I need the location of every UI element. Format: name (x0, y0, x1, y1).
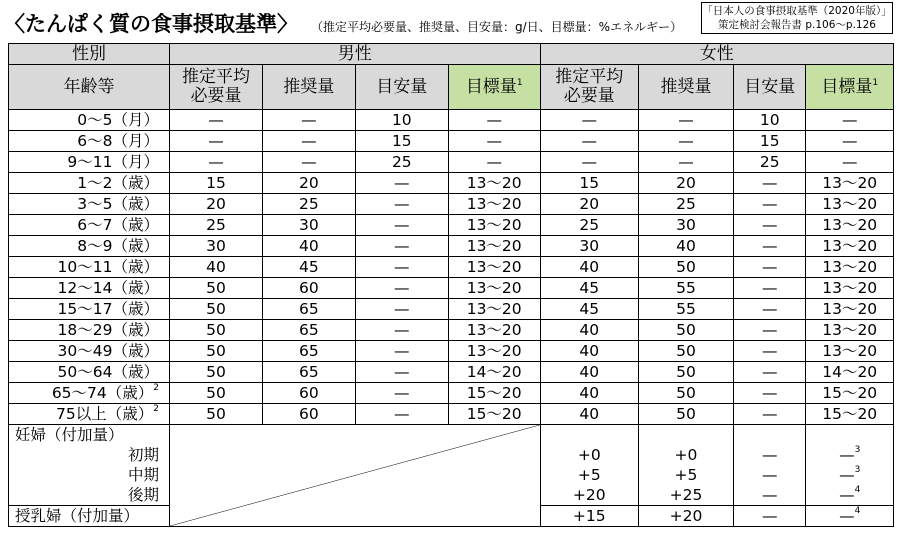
female-dg-cell: 13～20 (806, 341, 894, 362)
female-dg-header: 目標量$^1$ (806, 65, 894, 110)
male-ai-cell: — (355, 320, 448, 341)
source-line-1: 「日本人の食事摂取基準（2020年版）」 (702, 5, 892, 17)
female-rda-cell: 50 (638, 362, 733, 383)
female-rda-header: 推奨量 (638, 65, 733, 110)
age-cell: 10～11（歳） (9, 257, 170, 278)
male-rda-header: 推奨量 (262, 65, 355, 110)
table-row (9, 131, 894, 152)
male-ai-cell: — (355, 194, 448, 215)
male-ear-cell: 50 (170, 383, 263, 404)
male-ai-cell: 10 (355, 110, 448, 131)
female-dg-cell: 14～20 (806, 362, 894, 383)
female-dg-cell: —$^4$ (806, 506, 894, 527)
female-dg-cell: —$^3$ (806, 445, 894, 465)
male-rda-cell: — (262, 131, 355, 152)
table-row (9, 362, 894, 383)
male-dg-cell: 13～20 (448, 320, 540, 341)
male-ear-cell: 50 (170, 278, 263, 299)
female-ear-cell: +15 (540, 506, 638, 527)
male-rda-cell: 65 (262, 299, 355, 320)
age-cell: 65～74（歳）$^2$ (9, 383, 170, 404)
female-dg-cell: 13～20 (806, 257, 894, 278)
age-cell: 18～29（歳） (9, 320, 170, 341)
male-ai-cell: — (355, 362, 448, 383)
lactating-label: 授乳婦（付加量） (9, 506, 170, 527)
female-ear-cell: +0 (540, 445, 638, 465)
female-ear-cell: — (540, 152, 638, 173)
source-line-2: 策定検討会報告書 p.106～p.126 (718, 19, 876, 31)
female-ai-cell: — (734, 383, 806, 404)
female-rda-cell: 50 (638, 257, 733, 278)
female-ear-header: 推定平均 必要量 (540, 65, 638, 110)
age-cell: 30～49（歳） (9, 341, 170, 362)
female-rda-cell: — (638, 131, 733, 152)
age-cell: 15～17（歳） (9, 299, 170, 320)
female-dg-cell: — (806, 131, 894, 152)
male-ai-cell: — (355, 383, 448, 404)
male-ai-cell: — (355, 299, 448, 320)
male-ear-cell: 50 (170, 341, 263, 362)
male-ai-cell: — (355, 341, 448, 362)
age-cell: 8～9（歳） (9, 236, 170, 257)
pregnant-label-row (9, 425, 894, 446)
female-ear-cell: +20 (540, 485, 638, 506)
age-cell: 50～64（歳） (9, 362, 170, 383)
female-rda-cell: 50 (638, 341, 733, 362)
male-rda-cell: 60 (262, 278, 355, 299)
age-cell: 3～5（歳） (9, 194, 170, 215)
table-row (9, 215, 894, 236)
female-ear-cell: 40 (540, 257, 638, 278)
header-row-sex (9, 44, 894, 65)
male-dg-cell: — (448, 152, 540, 173)
male-ai-cell: — (355, 278, 448, 299)
male-rda-cell: — (262, 110, 355, 131)
female-dg-cell: 13～20 (806, 236, 894, 257)
female-rda-cell: 55 (638, 278, 733, 299)
male-rda-cell: 65 (262, 320, 355, 341)
male-rda-cell: 25 (262, 194, 355, 215)
male-ai-cell: — (355, 215, 448, 236)
female-ai-cell: — (734, 465, 806, 485)
male-ai-cell: — (355, 257, 448, 278)
female-rda-cell: 50 (638, 404, 733, 425)
female-ai-cell: 15 (734, 131, 806, 152)
female-ear-cell: 40 (540, 404, 638, 425)
female-dg-cell: —$^3$ (806, 465, 894, 485)
age-cell: 75以上（歳）$^2$ (9, 404, 170, 425)
male-header: 男性 (170, 44, 541, 65)
female-dg-cell: 13～20 (806, 215, 894, 236)
female-ear-cell: 40 (540, 362, 638, 383)
age-cell: 9～11（月） (9, 152, 170, 173)
female-ai-header: 目安量 (734, 65, 806, 110)
table-row (9, 173, 894, 194)
female-ai-cell: 25 (734, 152, 806, 173)
male-rda-cell: 65 (262, 341, 355, 362)
male-dg-cell: 13～20 (448, 341, 540, 362)
age-header: 年齢等 (9, 65, 170, 110)
female-ear-cell: — (540, 131, 638, 152)
period-late-label: 後期 (9, 485, 170, 506)
age-cell: 6～8（月） (9, 131, 170, 152)
table-row (9, 110, 894, 131)
male-ear-header: 推定平均 必要量 (170, 65, 263, 110)
female-ai-cell: — (734, 278, 806, 299)
male-ai-cell: 25 (355, 152, 448, 173)
male-rda-cell: 65 (262, 362, 355, 383)
table-row (9, 383, 894, 404)
table-row (9, 236, 894, 257)
female-ear-cell: +5 (540, 465, 638, 485)
male-rda-cell: 45 (262, 257, 355, 278)
female-ai-cell: 10 (734, 110, 806, 131)
female-ai-cell: — (734, 194, 806, 215)
female-dg-cell: 13～20 (806, 320, 894, 341)
male-ear-cell: 50 (170, 299, 263, 320)
female-header: 女性 (540, 44, 893, 65)
female-rda-cell: — (638, 152, 733, 173)
page-title: 〈たんぱく質の食事摂取基準〉 (4, 12, 298, 36)
female-dg-cell: 13～20 (806, 278, 894, 299)
female-ear-cell: — (540, 110, 638, 131)
male-ear-cell: — (170, 131, 263, 152)
female-dg-cell: — (806, 152, 894, 173)
table-row (9, 320, 894, 341)
male-dg-cell: 13～20 (448, 278, 540, 299)
female-dg-cell: 15～20 (806, 383, 894, 404)
female-ear-cell: 45 (540, 299, 638, 320)
male-dg-cell: 13～20 (448, 194, 540, 215)
female-ear-cell: 45 (540, 278, 638, 299)
male-dg-cell: 13～20 (448, 236, 540, 257)
female-rda-cell: 55 (638, 299, 733, 320)
table-row (9, 257, 894, 278)
period-early-label: 初期 (9, 445, 170, 465)
female-ai-cell: — (734, 341, 806, 362)
period-mid-label: 中期 (9, 465, 170, 485)
female-rda-cell: 50 (638, 383, 733, 404)
table-row (9, 404, 894, 425)
pregnant-label: 妊婦（付加量） (9, 425, 170, 446)
female-dg-cell: 13～20 (806, 299, 894, 320)
diagonal-line (170, 425, 540, 526)
table-row (9, 278, 894, 299)
male-dg-header: 目標量$^1$ (448, 65, 540, 110)
male-ear-cell: 50 (170, 404, 263, 425)
female-ear-cell: 25 (540, 215, 638, 236)
male-ear-cell: 30 (170, 236, 263, 257)
male-dg-cell: — (448, 110, 540, 131)
female-dg-cell: 13～20 (806, 194, 894, 215)
female-ai-cell: — (734, 236, 806, 257)
male-ai-cell: — (355, 173, 448, 194)
male-ear-cell: — (170, 152, 263, 173)
female-rda-cell: 25 (638, 194, 733, 215)
female-dg-cell: — (806, 110, 894, 131)
female-rda-cell: 20 (638, 173, 733, 194)
female-rda-cell: 40 (638, 236, 733, 257)
female-rda-cell: 30 (638, 215, 733, 236)
table-row (9, 194, 894, 215)
female-ear-cell: 40 (540, 383, 638, 404)
female-dg-cell: 13～20 (806, 173, 894, 194)
male-rda-cell: 30 (262, 215, 355, 236)
age-cell: 6～7（歳） (9, 215, 170, 236)
male-dg-cell: — (448, 131, 540, 152)
male-ai-cell: 15 (355, 131, 448, 152)
female-ai-cell: — (734, 215, 806, 236)
male-dg-cell: 13～20 (448, 173, 540, 194)
table-row (9, 152, 894, 173)
male-ear-cell: 50 (170, 362, 263, 383)
table-row (9, 341, 894, 362)
male-not-applicable (170, 425, 541, 527)
table-row (9, 299, 894, 320)
female-ear-cell: 15 (540, 173, 638, 194)
source-box (701, 2, 893, 34)
male-dg-cell: 14～20 (448, 362, 540, 383)
male-ear-cell: 20 (170, 194, 263, 215)
female-ai-cell: — (734, 173, 806, 194)
male-dg-cell: 15～20 (448, 383, 540, 404)
male-rda-cell: 60 (262, 404, 355, 425)
male-ai-cell: — (355, 404, 448, 425)
female-ai-cell: — (734, 506, 806, 527)
male-dg-cell: 13～20 (448, 257, 540, 278)
male-rda-cell: 40 (262, 236, 355, 257)
female-ai-cell: — (734, 257, 806, 278)
female-ai-cell: — (734, 404, 806, 425)
header-row-measures (9, 65, 894, 110)
protein-intake-table (8, 43, 894, 527)
female-ear-cell: 40 (540, 341, 638, 362)
male-dg-cell: 15～20 (448, 404, 540, 425)
age-cell: 12～14（歳） (9, 278, 170, 299)
male-ear-cell: 50 (170, 320, 263, 341)
male-ai-cell: — (355, 236, 448, 257)
female-rda-cell: +25 (638, 485, 733, 506)
female-ai-cell: — (734, 485, 806, 506)
female-rda-cell: — (638, 110, 733, 131)
male-dg-cell: 13～20 (448, 215, 540, 236)
sex-header: 性別 (9, 44, 170, 65)
male-rda-cell: 60 (262, 383, 355, 404)
male-rda-cell: — (262, 152, 355, 173)
female-rda-cell: +5 (638, 465, 733, 485)
male-ai-header: 目安量 (355, 65, 448, 110)
female-dg-cell: —$^4$ (806, 485, 894, 506)
units-note: （推定平均必要量、推奨量、目安量：g/日、目標量：%エネルギー） (311, 20, 683, 34)
male-dg-cell: 13～20 (448, 299, 540, 320)
male-ear-cell: 15 (170, 173, 263, 194)
female-ai-cell: — (734, 445, 806, 465)
male-rda-cell: 20 (262, 173, 355, 194)
female-ai-cell: — (734, 320, 806, 341)
male-ear-cell: — (170, 110, 263, 131)
female-rda-cell: +20 (638, 506, 733, 527)
female-ear-cell: 20 (540, 194, 638, 215)
female-rda-cell: +0 (638, 445, 733, 465)
male-ear-cell: 40 (170, 257, 263, 278)
female-rda-cell: 50 (638, 320, 733, 341)
female-ear-cell: 30 (540, 236, 638, 257)
male-ear-cell: 25 (170, 215, 263, 236)
female-ai-cell: — (734, 362, 806, 383)
age-cell: 1～2（歳） (9, 173, 170, 194)
female-dg-cell: 15～20 (806, 404, 894, 425)
age-cell: 0～5（月） (9, 110, 170, 131)
female-ear-cell: 40 (540, 320, 638, 341)
female-ai-cell: — (734, 299, 806, 320)
